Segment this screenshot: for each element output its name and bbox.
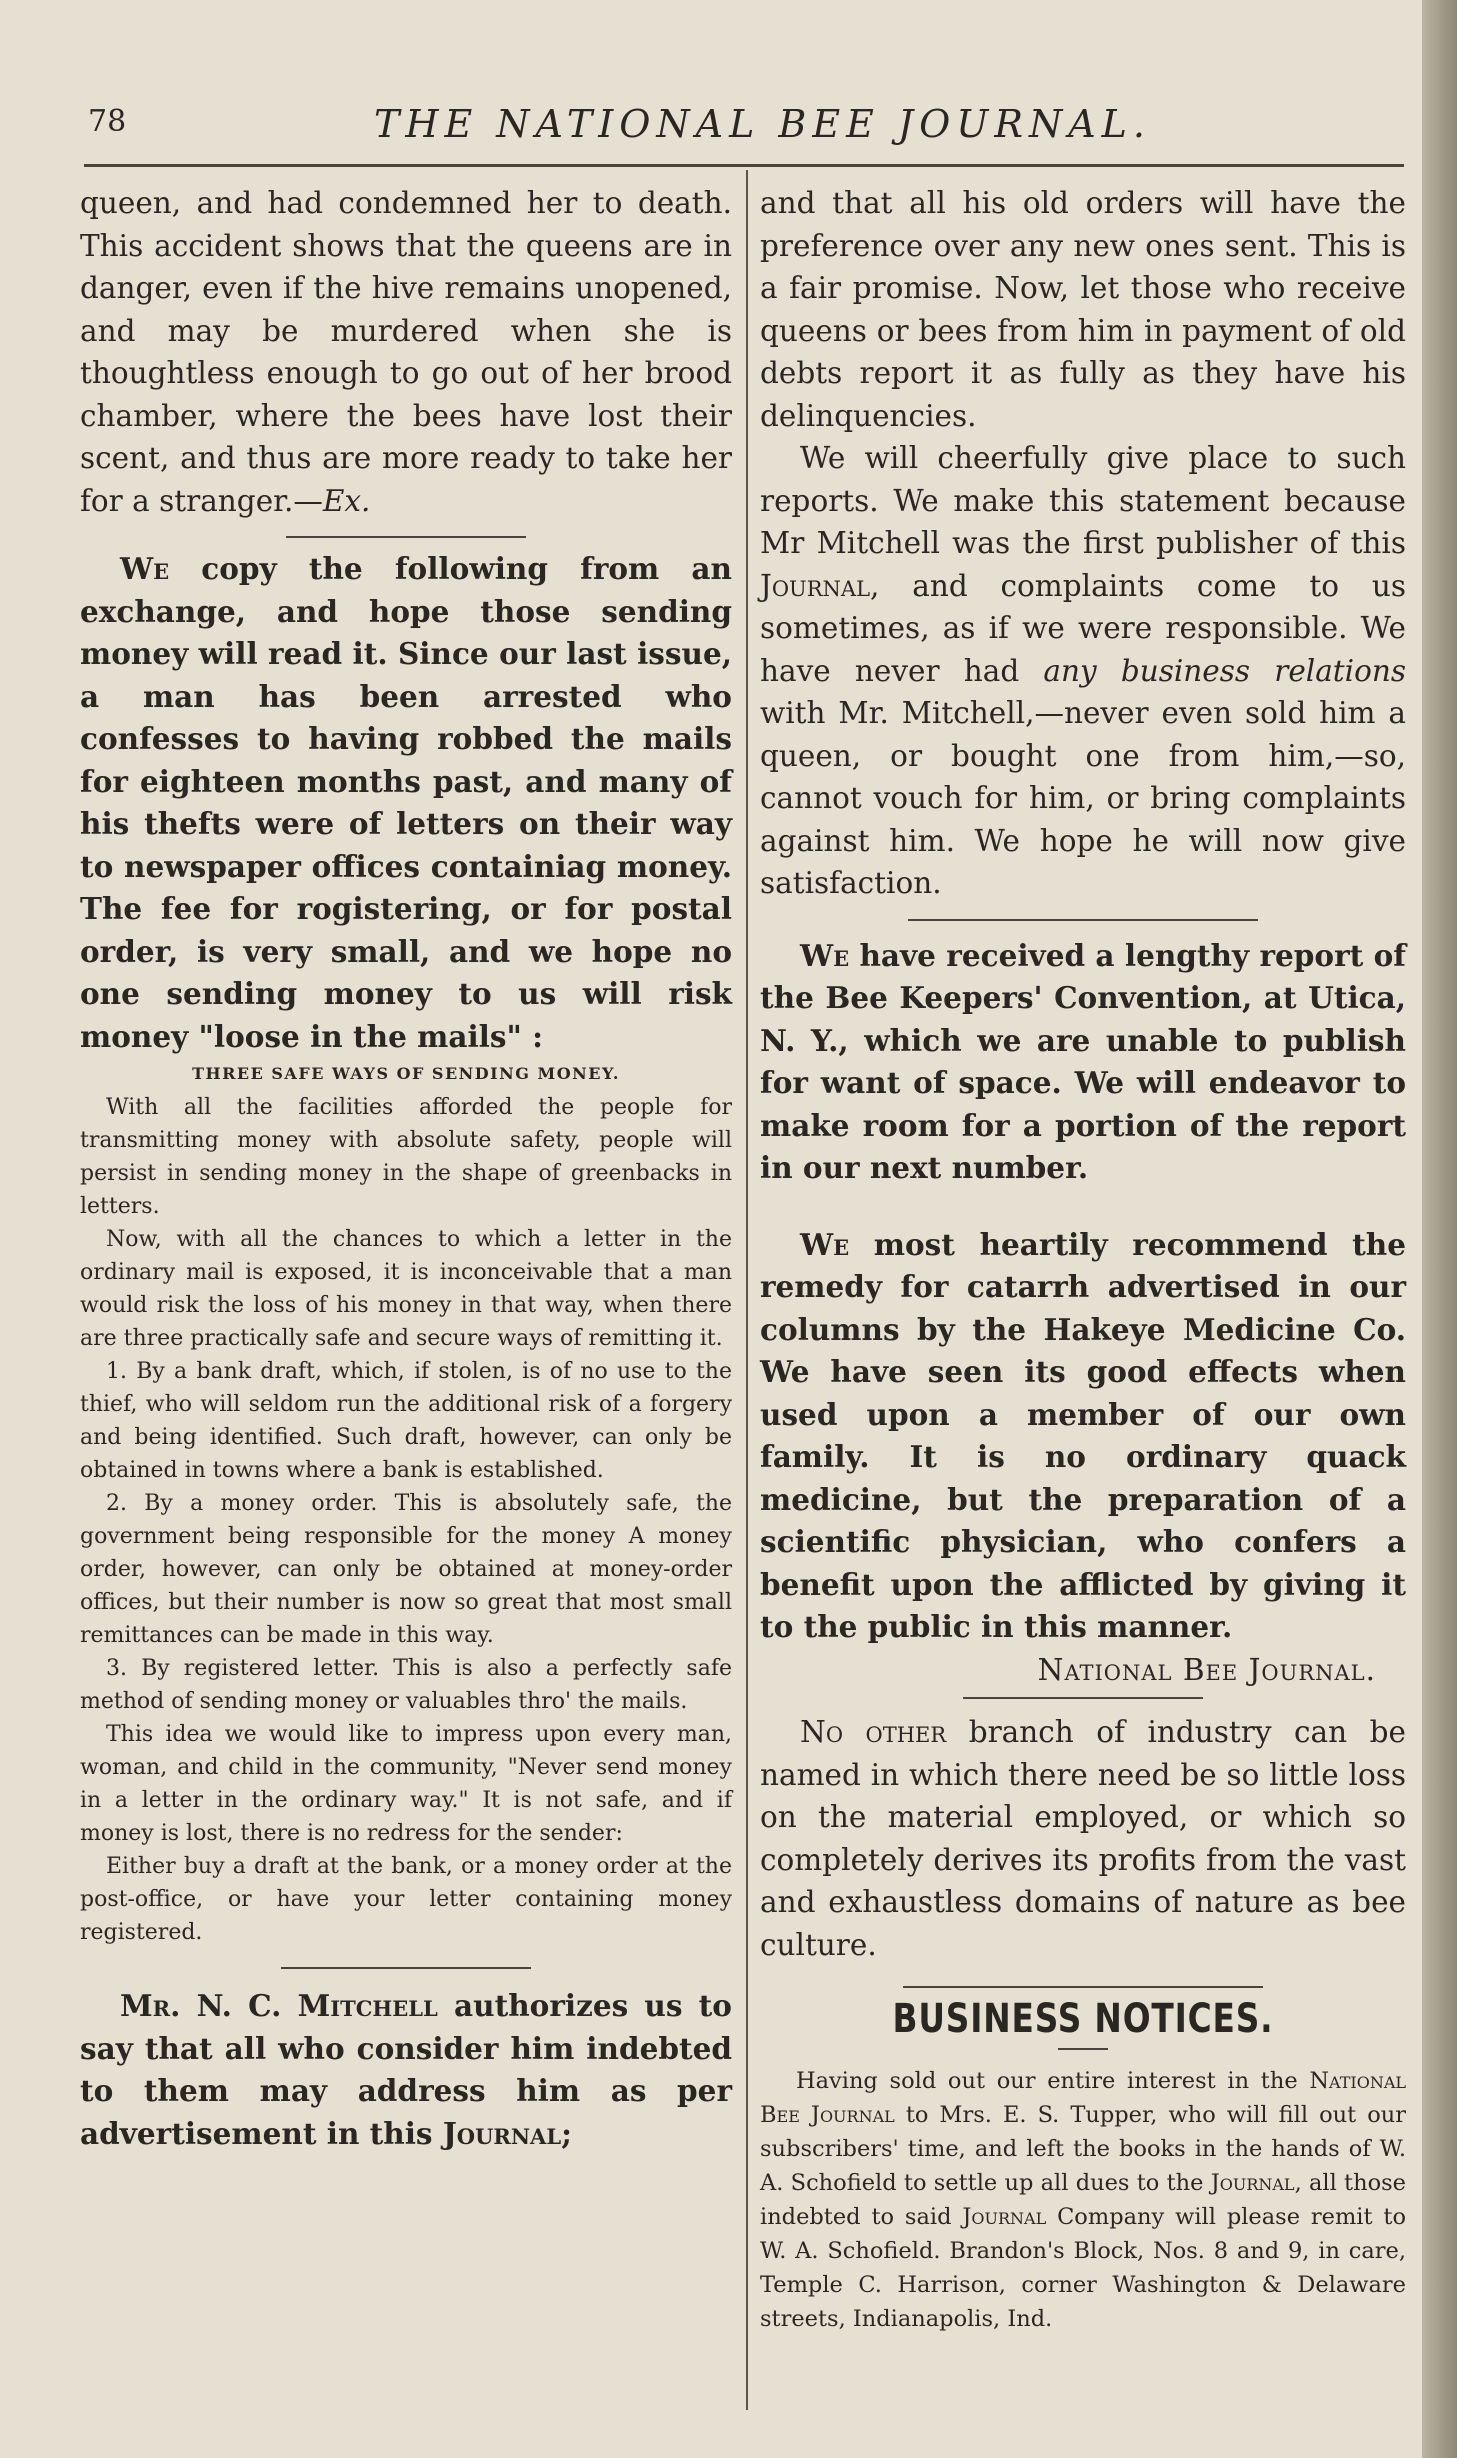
lead-word: We <box>800 937 850 973</box>
lead-word: We <box>800 1226 850 1262</box>
article-safe-money-intro: We copy the following from an exchange, and hope those sending money will read it. Since our last issue, a man has been arrested who confesses to having robbed the mails for eighteen months past, and many of his thefts were of letters on their way to newspaper offices containiag money. The fee for rogistering, or for postal order, is very small, and we hope no one sending money to us will risk money "loose in the mails" : <box>80 551 732 1054</box>
quoted-paragraph: 2. By a money order. This is absolutely safe, the government being responsible for the money A money order, however, can only be obtained at money-order offices, but their number is now so great that most small remittances can be made in this way. <box>80 1491 732 1648</box>
page-edge <box>1422 0 1457 2458</box>
section-rule <box>908 919 1258 921</box>
section-rule <box>903 1986 1263 1988</box>
article-continued-paragraph: queen, and had condemned her to death. This accident shows that the queens are in danger, even if the hive remains unopened, and may be murdered when she is thoughtless enough to go out of her brood chamber, where the bees have lost their scent, and thus are more ready to take her for a stranger.—Ex. <box>80 186 732 518</box>
reports-paragraph: We will cheerfully give place to such reports. We make this statement because Mr Mitchell was the first publisher of this Journal, and complaints come to us sometimes, as if we were responsible. We have never had any business relations with Mr. Mitchell,—never even sold him a queen, or bought one from him,—so, cannot vouch for him, or bring complaints against him. We hope he will now give satisfaction. <box>760 441 1406 900</box>
quoted-paragraph: Either buy a draft at the bank, or a money order at the post-office, or have your letter containing money registered. <box>80 1854 732 1945</box>
catarrh-remedy-paragraph: We most heartily recommend the remedy for catarrh advertised in our columns by the Hakeye Medicine Co. We have seen its good effects when used upon a member of our own family. It is no ordinary quack medicine, but the preparation of a scientific physician, who confers a benefit upon the afflicted by giving it to the public in this manner. <box>760 1226 1406 1644</box>
page-header <box>84 98 1404 158</box>
left-column <box>80 182 732 2155</box>
source-citation: Ex. <box>322 483 371 518</box>
header-rule <box>84 164 1404 167</box>
quoted-paragraph: With all the facilities afforded the people for transmitting money with absolute safety, people will persist in sending money in the shape of greenbacks in letters. <box>80 1095 732 1219</box>
right-column <box>760 182 1406 2336</box>
page-number: 78 <box>88 104 127 139</box>
running-title: THE NATIONAL BEE JOURNAL. <box>374 102 1151 146</box>
notice-paragraph: Having sold out our entire interest in the National Bee Journal to Mrs. E. S. Tupper, who will fill out our subscribers' time, and left the books in the hands of W. A. Schofield to settle up all dues to the Journal, all those indebted to said Journal Company will please remit to W. A. Schofield. Brandon's Block, Nos. 8 and 9, in care, Temple C. Harrison, corner Washington & Delaware streets, Indianapolis, Ind. <box>760 2068 1406 2332</box>
article-mitchell-notice: Mr. N. C. Mitchell authorizes us to say that all who consider him indebted to them may address him as per advertisement in this Journal; <box>80 1988 732 2151</box>
quoted-paragraph: Now, with all the chances to which a letter in the ordinary mail is exposed, it is inconceivable that a man would risk the loss of his money in that way, when there are three practically safe and secure ways of remitting it. <box>80 1227 732 1351</box>
quoted-paragraph: 3. By registered letter. This is also a perfectly safe method of sending money or valuables thro' the mails. <box>80 1656 732 1714</box>
column-divider <box>746 170 748 2410</box>
section-rule <box>286 536 526 538</box>
convention-report-paragraph: We have received a lengthy report of the Bee Keepers' Convention, at Utica, N. Y., which we are unable to publish for want of space. We will endeavor to make room for a portion of the report in our next number. <box>760 937 1406 1185</box>
business-notices-heading: BUSINESS NOTICES. <box>892 1996 1274 2042</box>
business-notice <box>760 2064 1406 2336</box>
lead-words: No other <box>800 1715 947 1749</box>
section-rule <box>963 1697 1203 1699</box>
short-rule <box>1058 2048 1108 2050</box>
lead-name: Mr. N. C. Mitchell <box>120 1988 438 2023</box>
subheading-safe-ways: THREE SAFE WAYS OF SENDING MONEY. <box>192 1064 620 1083</box>
quoted-article <box>80 1091 732 1949</box>
section-rule <box>281 1967 531 1969</box>
lead-word: We <box>120 551 170 586</box>
quoted-paragraph: 1. By a bank draft, which, if stolen, is of no use to the thief, who will seldom run the additional risk of a forgery and being identified. Such draft, however, can only be obtained in towns where a bank is established. <box>80 1359 732 1483</box>
quoted-paragraph: This idea we would like to impress upon every man, woman, and child in the community, "Never send money in a letter in the ordinary way." It is not safe, and if money is lost, there is no redress for the sender: <box>80 1722 732 1846</box>
mitchell-continued-paragraph: and that all his old orders will have the preference over any new ones sent. This is a fair promise. Now, let those who receive queens or bees from him in payment of old debts report it as fully as they have his delinquencies. <box>760 186 1406 433</box>
industry-paragraph: No other branch of industry can be named in which there need be so little loss on the material employed, or which so completely derives its profits from the vast and exhaustless domains of nature as bee culture. <box>760 1715 1406 1962</box>
signature: National Bee Journal. <box>1037 1652 1376 1687</box>
